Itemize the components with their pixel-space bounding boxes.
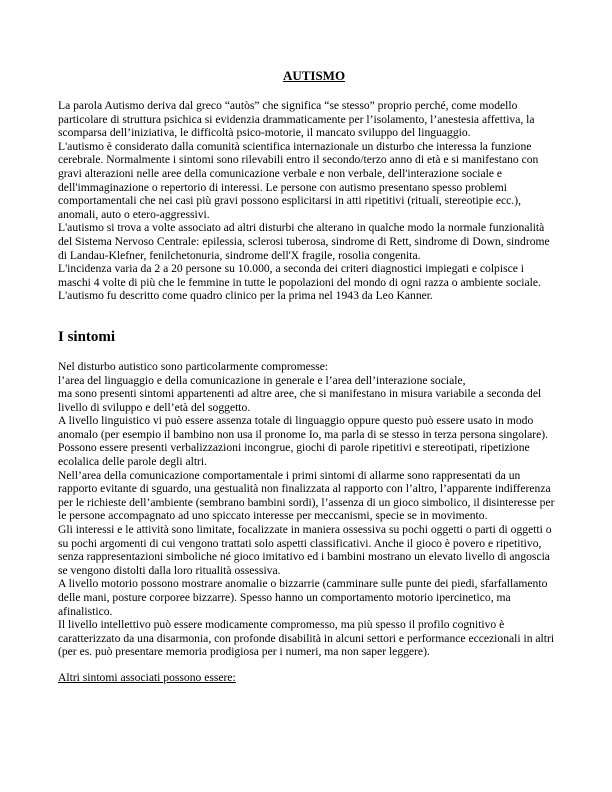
document-page	[58, 68, 558, 685]
associated-symptoms-subheading: Altri sintomi associati possono essere:	[58, 670, 236, 684]
symptoms-paragraph: l’area del linguaggio e della comunicazione in generale e l’area dell’interazione sociale,	[58, 373, 466, 387]
symptoms-paragraph: A livello motorio possono mostrare anomalie o bizzarrie (camminare sulle punte dei piedi, sfarfallamento delle mani, posture corporee bizzarre). Spesso hanno un comportamento motorio ipercinetico, ma afinalistico.	[58, 577, 548, 618]
intro-paragraph: L'autismo si trova a volte associato ad altri disturbi che alterano in qualche modo la normale funzionalità del Sistema Nervoso Centrale: epilessia, sclerosi tuberosa, sindrome di Rett, sindrome di Down, sindrome di Landau-Klefner, fenilchetonuria, sindrome dell'X fragile, rosolia congenita.	[58, 221, 550, 262]
symptoms-paragraph: A livello linguistico vi può essere assenza totale di linguaggio oppure questo può essere usato in modo anomalo (per esempio il bambino non usa il pronome Io, ma parla di se stesso in terza persona singolare). Possono essere presenti verbalizzazioni incongrue, giochi di parole ripetitivi e stereotipati, ripetizione ecolalica delle parole degli altri.	[58, 414, 549, 469]
intro-paragraph: L'autismo è considerato dalla comunità scientifica internazionale un disturbo che interessa la funzione cerebrale. Normalmente i sintomi sono rilevabili entro il secondo/terzo anno di età e si manifestano con gravi alterazioni nelle aree della comunicazione verbale e non verbale, dell'interazione sociale e dell'immaginazione o repertorio di interessi. Le persone con autismo presentano spesso problemi comportamentali che nei casi più gravi possono esplicitarsi in atti ripetitivi (rituali, stereotipie ecc.), anomali, auto o etero-aggressivi.	[58, 139, 539, 221]
symptoms-paragraph: Gli interessi e le attività sono limitate, focalizzate in maniera ossessiva su pochi oggetti o parti di oggetti o su pochi argomenti di cui vengono trattati solo aspetti classificativi. Anche il gioco è povero e ripetitivo, senza rappresentazioni simboliche né gioco imitativo ed i bambini mostrano un elevato livello di angoscia se vengono distolti dalla loro ritualità ossessiva.	[58, 523, 552, 577]
intro-paragraph: L'autismo fu descritto come quadro clinico per la prima nel 1943 da Leo Kanner.	[58, 289, 433, 303]
symptoms-paragraph: Il livello intellettivo può essere modicamente compromesso, ma più spesso il profilo cognitivo è caratterizzato da una disarmonia, con profonde disabilità in alcuni settori e performance eccezionali in altri (per es. può presentare memoria prodigiosa per i numeri, ma non saper leggere).	[58, 618, 555, 659]
section-heading: I sintomi	[58, 328, 116, 345]
intro-paragraph: La parola Autismo deriva dal greco “autòs” che significa “se stesso” proprio perché, come modello particolare di struttura psichica si evidenzia drammaticamente per l’isolamento, l’anestesia affettiva, la scomparsa dell’iniziativa, le difficoltà psico-motorie, il mancato sviluppo del linguaggio.	[58, 99, 535, 140]
symptoms-paragraph: Nell’area della comunicazione comportamentale i primi sintomi di allarme sono rappresentati da un rapporto evitante di sguardo, una gestualità non finalizzata al rapporto con l’altro, l’apparente indifferenza per le richieste dell’ambiente (sembrano bambini sordi), l’assenza di un gioco simbolico, il disinteresse per le persone accompagnato ad uno spiccato interesse per meccanismi, specie se in movimento.	[58, 468, 555, 523]
intro-section	[58, 99, 558, 303]
intro-paragraph: L'incidenza varia da 2 a 20 persone su 10.000, a seconda dei criteri diagnostici impiegati e colpisce i maschi 4 volte di più che le femmine in tutte le popolazioni del mondo di ogni razza o ambiente sociale.	[58, 262, 541, 289]
symptoms-paragraph: Nel disturbo autistico sono particolarmente compromesse:	[58, 359, 329, 373]
document-title: AUTISMO	[282, 68, 346, 83]
symptoms-paragraph: ma sono presenti sintomi appartenenti ad altre aree, che si manifestano in misura variabile a seconda del livello di sviluppo e dell’età del soggetto.	[58, 387, 542, 414]
symptoms-section	[58, 360, 558, 659]
